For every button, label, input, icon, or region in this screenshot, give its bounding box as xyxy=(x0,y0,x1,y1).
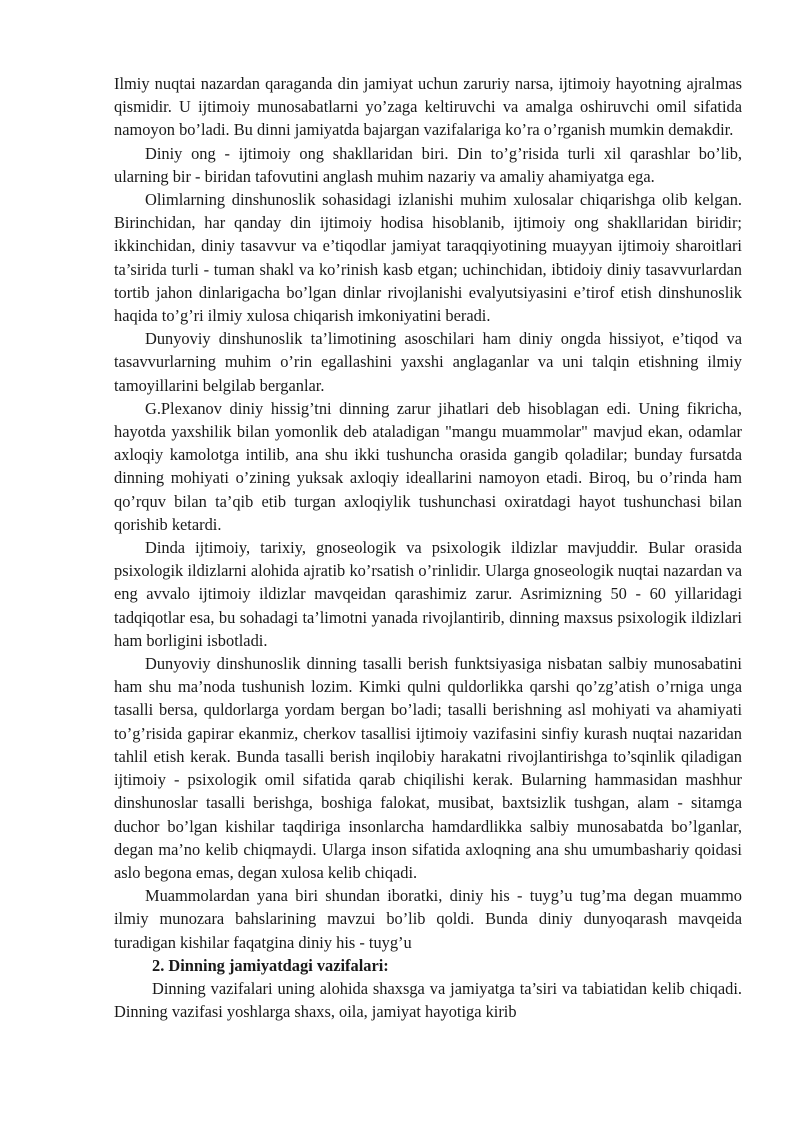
paragraph-7: Dunyoviy dinshunoslik dinning tasalli berish funktsiyasiga nisbatan salbiy munosabatini ham shu ma’noda tushunish lozim. Kimki qulni quldorlikka qarshi qo’zg’atish o’rniga unga tasalli bersa, quldorlarga yordam bergan bo’ladi; tasalli berishning asl mohiyati va ahamiyati to’g’risida gapirar ekanmiz, cherkov tasallisi ijtimoiy vazifasini sinfiy kurash nuqtai nazaridan tahlil etish kerak. Bunda tasalli berish inqilobiy harakatni rivojlantirishga to’sqinlik qiladigan ijtimoiy - psixologik omil sifatida qarab chiqilishi kerak. Bularning hammasidan mashhur dinshunoslar tasalli berishga, boshiga falokat, musibat, baxtsizlik tushgan, alam - sitamga duchor bo’lgan kishilar taqdiriga insonlarcha hamdardlikka salbiy munosabatda bo’lganlar, degan ma’no kelib chiqmaydi. Ularga inson sifatida axloqning ana shu umumbashariy qoidasi aslo begona emas, degan xulosa kelib chiqadi. xyxy=(114,654,742,882)
paragraph-5: G.Plexanov diniy hissig’tni dinning zarur jihatlari deb hisoblagan edi. Uning fikricha, hayotda yaxshilik bilan yomonlik deb ataladigan "mangu muammolar" mavjud ekan, odamlar axloqiy kamolotga intilib, ana shu ikki tushuncha orasida gangib qoladilar; bunday fursatda dinning mohiyati o’zining yuksak axloqiy ideallarini namoyon etadi. Biroq, bu o’rinda ham qo’rquv bilan ta’qib etib turgan axloqiylik tushunchasi oxiratdagi hayot tushunchasi bilan qorishib ketardi. xyxy=(114,398,742,534)
document-page xyxy=(114,72,742,1023)
paragraph-4: Dunyoviy dinshunoslik ta’limotining asoschilari ham diniy ongda hissiyot, e’tiqod va tasavvurlarning muhim o’rin egallashini yaxshi anglaganlar va uni talqin etishning ilmiy tamoyillarini belgilab berganlar. xyxy=(114,329,742,395)
paragraph-9: Dinning vazifalari uning alohida shaxsga va jamiyatga ta’siri va tabiatidan kelib chiqadi. Dinning vazifasi yoshlarga shaxs, oila, jamiyat hayotiga kirib xyxy=(114,978,742,1022)
paragraph-6: Dinda ijtimoiy, tarixiy, gnoseologik va psixologik ildizlar mavjuddir. Bular orasida psixologik ildizlarni alohida ajratib ko’rsatish o’rinlidir. Ularga gnoseologik nuqtai nazardan va eng avvalo ijtimoiy ildizlar mavqeidan qarashimiz zarur. Asrimizning 50 - 60 yillaridagi tadqiqotlar esa, bu sohadagi ta’limotni yanada rivojlantirib, dinning maxsus psixologik ildizlari ham borligini isbotladi. xyxy=(114,538,742,650)
paragraph-3: Olimlarning dinshunoslik sohasidagi izlanishi muhim xulosalar chiqarishga olib kelgan. Birinchidan, har qanday din ijtimoiy hodisa hisoblanib, ijtimoiy ong shakllaridan biridir; ikkinchidan, diniy tasavvur va e’tiqodlar jamiyat taraqqiyotining muayyan ijtimoiy sharoitlari ta’sirida turli - tuman shakl va ko’rinish kasb etgan; uchinchidan, ibtidoiy diniy tasavvurlardan tortib jahon dinlarigacha bo’lgan dinlar rivojlanishi evalyutsiyasini e’tirof etish dinshunoslik haqida to’g’ri ilmiy xulosa chiqarish imkoniyatini beradi. xyxy=(114,190,742,326)
paragraph-1: Ilmiy nuqtai nazardan qaraganda din jamiyat uchun zaruriy narsa, ijtimoiy hayotning ajralmas qismidir. U ijtimoiy munosabatlarni yo’zaga keltiruvchi va amalga oshiruvchi omil sifatida namoyon bo’ladi. Bu dinni jamiyatda bajargan vazifalariga ko’ra o’rganish mumkin demakdir. xyxy=(114,74,742,140)
section-heading: 2. Dinning jamiyatdagi vazifalari: xyxy=(152,955,389,975)
paragraph-8: Muammolardan yana biri shundan iboratki, diniy his - tuyg’u tug’ma degan muammo ilmiy munozara bahslarining mavzui bo’lib qoldi. Bunda diniy dunyoqarash mavqeida turadigan kishilar faqatgina diniy his - tuyg’u xyxy=(114,886,742,952)
paragraph-2: Diniy ong - ijtimoiy ong shakllaridan biri. Din to’g’risida turli xil qarashlar bo’lib, ularning bir - biridan tafovutini anglash muhim nazariy va amaliy ahamiyatga ega. xyxy=(114,143,742,186)
